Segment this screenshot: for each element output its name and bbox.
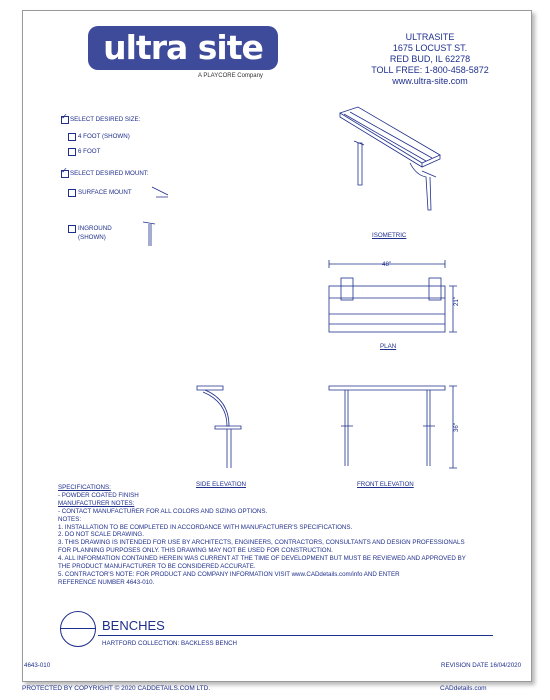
manufacturer-note: - CONTACT MANUFACTURER FOR ALL COLORS AND SIZING OPTIONS. (58, 507, 268, 515)
title-circle (60, 611, 96, 647)
size-heading: SELECT DESIRED SIZE: (70, 116, 141, 123)
note-3a: 3. THIS DRAWING IS INTENDED FOR USE BY ARCHITECTS, ENGINEERS, CONTRACTORS, CONSULTANTS AND DESIGN PROFESSIONALS (58, 539, 465, 547)
size-4-checkbox[interactable] (68, 133, 76, 141)
width-dimension: 48" (382, 261, 392, 268)
company-address-line1: 1675 LOCUST ST. (392, 43, 468, 53)
company-phone: TOLL FREE: 1-800-458-5872 (371, 65, 489, 75)
mount-heading: SELECT DESIRED MOUNT: (70, 170, 149, 177)
note-4b: THE PRODUCT MANUFACTURER TO BE CONSIDERED ACCURATE. (58, 563, 256, 571)
note-5b: REFERENCE NUMBER 4643-010. (58, 578, 155, 586)
size-4-label: 4 FOOT (SHOWN) (78, 133, 130, 140)
plan-label: PLAN (380, 343, 397, 350)
side-elevation-drawing (195, 380, 255, 470)
surface-mount-label: SURFACE MOUNT (78, 189, 132, 196)
mount-heading-check-icon: ✓ (61, 166, 68, 175)
size-heading-check-icon: ✓ (61, 112, 68, 121)
note-3b: FOR PLANNING PURPOSES ONLY. THIS DRAWING MAY NOT BE USED FOR CONSTRUCTION. (58, 547, 333, 555)
surface-mount-checkbox[interactable] (68, 189, 76, 197)
title-circle-divider (60, 628, 96, 629)
company-address-line2: RED BUD, IL 62278 (389, 54, 471, 64)
front-elevation-label: FRONT ELEVATION (357, 481, 414, 488)
ultrasite-logo (88, 26, 278, 84)
spec-item: - POWDER COATED FINISH (58, 491, 139, 499)
drawing-title: BENCHES (102, 618, 165, 633)
logo-wordmark: ultra site (88, 26, 278, 70)
logo-tagline: A PLAYCORE Company (198, 73, 263, 79)
side-elevation-label: SIDE ELEVATION (196, 481, 246, 488)
drawing-subtitle: HARTFORD COLLECTION: BACKLESS BENCH (102, 640, 238, 647)
inground-checkbox[interactable] (68, 225, 76, 233)
note-4a: 4. ALL INFORMATION CONTAINED HEREIN WAS CURRENT AT THE TIME OF DEVELOPMENT BUT MUST BE REVIEWED AND APPROVED BY (58, 555, 466, 563)
manufacturer-notes-heading: MANUFACTURER NOTES: (58, 499, 135, 507)
copyright-notice: PROTECTED BY COPYRIGHT © 2020 CADDETAILS.COM LTD. (22, 685, 211, 692)
company-website[interactable]: www.ultra-site.com (392, 76, 468, 86)
revision-date: REVISION DATE 16/04/2020 (441, 662, 522, 669)
title-underline (98, 635, 493, 636)
size-6-label: 6 FOOT (78, 148, 101, 155)
note-5a: 5. CONTRACTOR'S NOTE: FOR PRODUCT AND COMPANY INFORMATION VISIT www.CADdetails.com/info AND ENTER (58, 570, 400, 578)
inground-mount-icon (141, 218, 161, 248)
caddetails-link[interactable]: CADdetails.com (440, 685, 487, 692)
company-info (360, 32, 500, 87)
inground-shown-label: (SHOWN) (78, 234, 106, 241)
isometric-label: ISOMETRIC (372, 232, 407, 239)
height-dimension: 36" (453, 422, 461, 433)
specifications-heading: SPECIFICATIONS: (58, 484, 111, 491)
reference-number: 4643-010 (24, 662, 51, 669)
isometric-view-drawing (330, 105, 440, 215)
front-elevation-drawing (325, 382, 465, 472)
notes-block (58, 484, 498, 587)
inground-label: INGROUND (78, 225, 112, 232)
company-name: ULTRASITE (405, 32, 455, 42)
size-6-checkbox[interactable] (68, 148, 76, 156)
surface-mount-icon (150, 183, 170, 203)
depth-dimension: 21" (453, 296, 461, 307)
note-1: 1. INSTALLATION TO BE COMPLETED IN ACCORDANCE WITH MANUFACTURER'S SPECIFICATIONS. (58, 523, 353, 531)
notes-heading: NOTES: (58, 515, 82, 523)
note-2: 2. DO NOT SCALE DRAWING. (58, 531, 144, 539)
plan-view-drawing (325, 258, 465, 348)
